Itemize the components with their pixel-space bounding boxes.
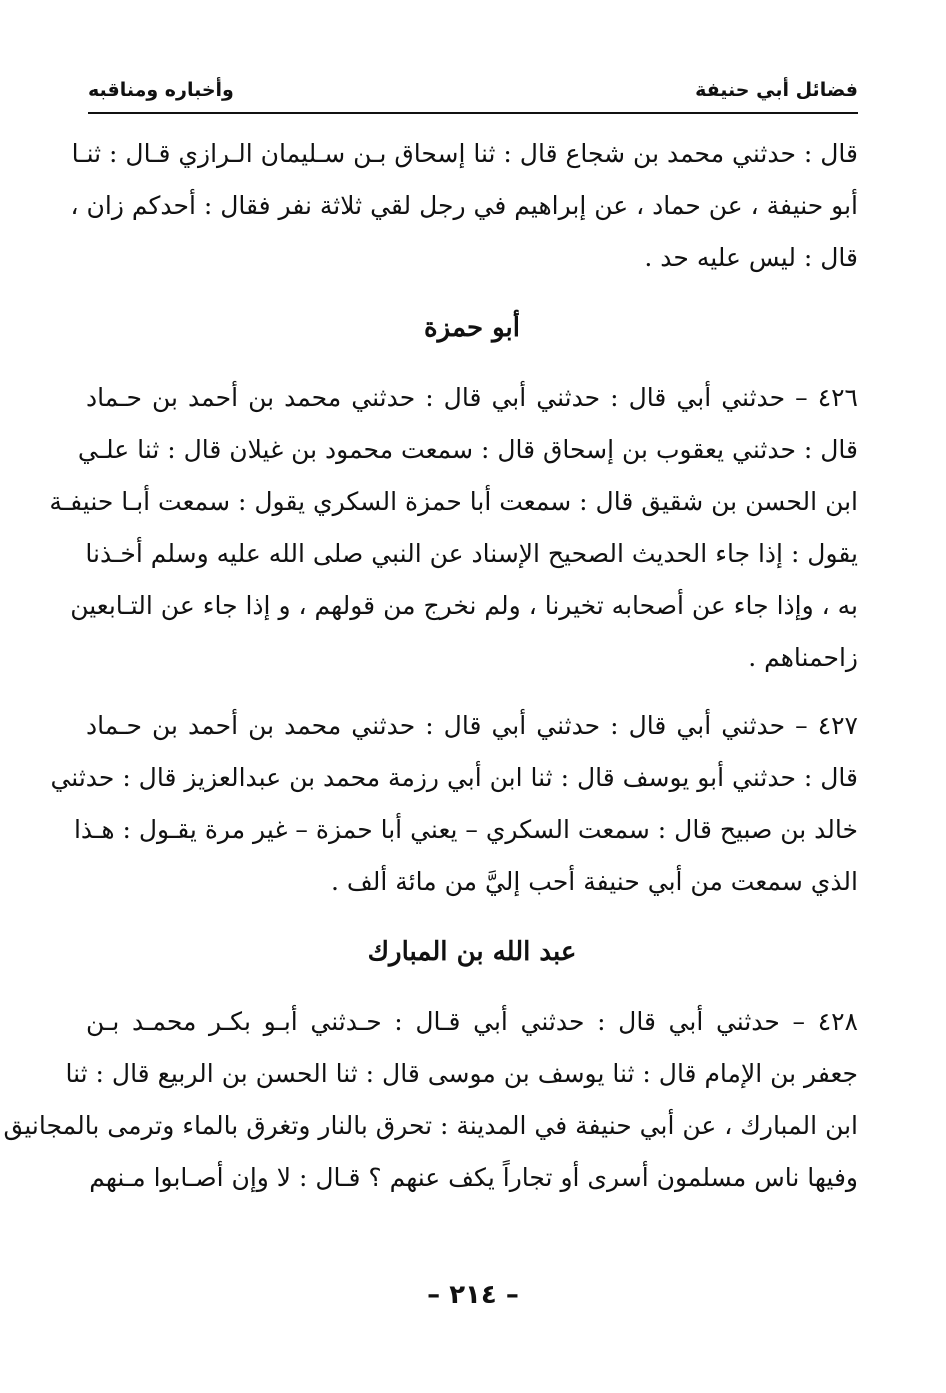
text-line: ٤٢٦ – حدثني أبي قال : حدثني أبي قال : حدثني محمد بن أحمد بن حـماد — [86, 383, 858, 412]
paragraph — [49, 372, 858, 684]
text-line: قال : ليس عليه حد . — [644, 243, 858, 272]
paragraph — [50, 700, 858, 908]
section-heading: عبد الله بن المبارك — [367, 937, 577, 967]
paragraph — [70, 128, 858, 284]
running-header — [88, 70, 858, 110]
text-line: الذي سمعت من أبي حنيفة أحب إليَّ من مائة ألف . — [330, 867, 858, 896]
text-line: قال : حدثني محمد بن شجاع قال : ثنا إسحاق بـن سـليمان الـرازي قـال : ثنـا — [71, 139, 858, 168]
text-line: زاحمناهم . — [748, 643, 858, 672]
text-line: ابن المبارك ، عن أبي حنيفة في المدينة : تحرق بالنار وتغرق بالماء وترمى بالمجانيق — [3, 1111, 858, 1140]
text-line: يقول : إذا جاء الحديث الصحيح الإسناد عن النبي صلى الله عليه وسلم أخـذنا — [85, 539, 858, 568]
text-line: أبو حنيفة ، عن حماد ، عن إبراهيم في رجل لقي ثلاثة نفر فقال : أحدكم زان ، — [70, 191, 858, 220]
paragraph-gap — [86, 684, 858, 700]
section-heading: أبو حمزة — [423, 313, 520, 343]
text-line: ٤٢٧ – حدثني أبي قال : حدثني أبي قال : حدثني محمد بن أحمد بن حـماد — [86, 711, 858, 740]
header-right-title: فضائل أبي حنيفة — [695, 79, 858, 101]
text-line: ابن الحسن بن شقيق قال : سمعت أبا حمزة السكري يقول : سمعت أبـا حنيفـة — [49, 487, 858, 516]
header-rule — [88, 112, 858, 114]
text-line: قال : حدثني يعقوب بن إسحاق قال : سمعت محمود بن غيلان قال : ثنا علـي — [77, 435, 858, 464]
text-line: وفيها ناس مسلمون أسرى أو تجاراً يكف عنهم ؟ قـال : لا وإن أصـابوا مـنهم — [89, 1163, 858, 1192]
text-line: ٤٢٨ – حدثني أبي قال : حدثني أبي قـال : حـدثني أبـو بكـر محمـد بـن — [86, 1007, 858, 1036]
page-body — [3, 128, 858, 1204]
paragraph — [3, 996, 858, 1204]
page-number: – ٢١٤ – — [427, 1280, 519, 1310]
text-line: خالد بن صبيح قال : سمعت السكري – يعني أبا حمزة – غير مرة يقـول : هـذا — [73, 815, 858, 844]
header-left-title: وأخباره ومناقبه — [88, 79, 234, 101]
text-line: به ، وإذا جاء عن أصحابه تخيرنا ، ولم نخرج من قولهم ، و إذا جاء عن التـابعين — [70, 591, 858, 620]
text-line: قال : حدثني أبو يوسف قال : ثنا ابن أبي رزمة محمد بن عبدالعزيز قال : حدثني — [50, 763, 858, 792]
text-line: جعفر بن الإمام قال : ثنا يوسف بن موسى قال : ثنا الحسن بن الربيع قال : ثنا — [65, 1059, 858, 1088]
